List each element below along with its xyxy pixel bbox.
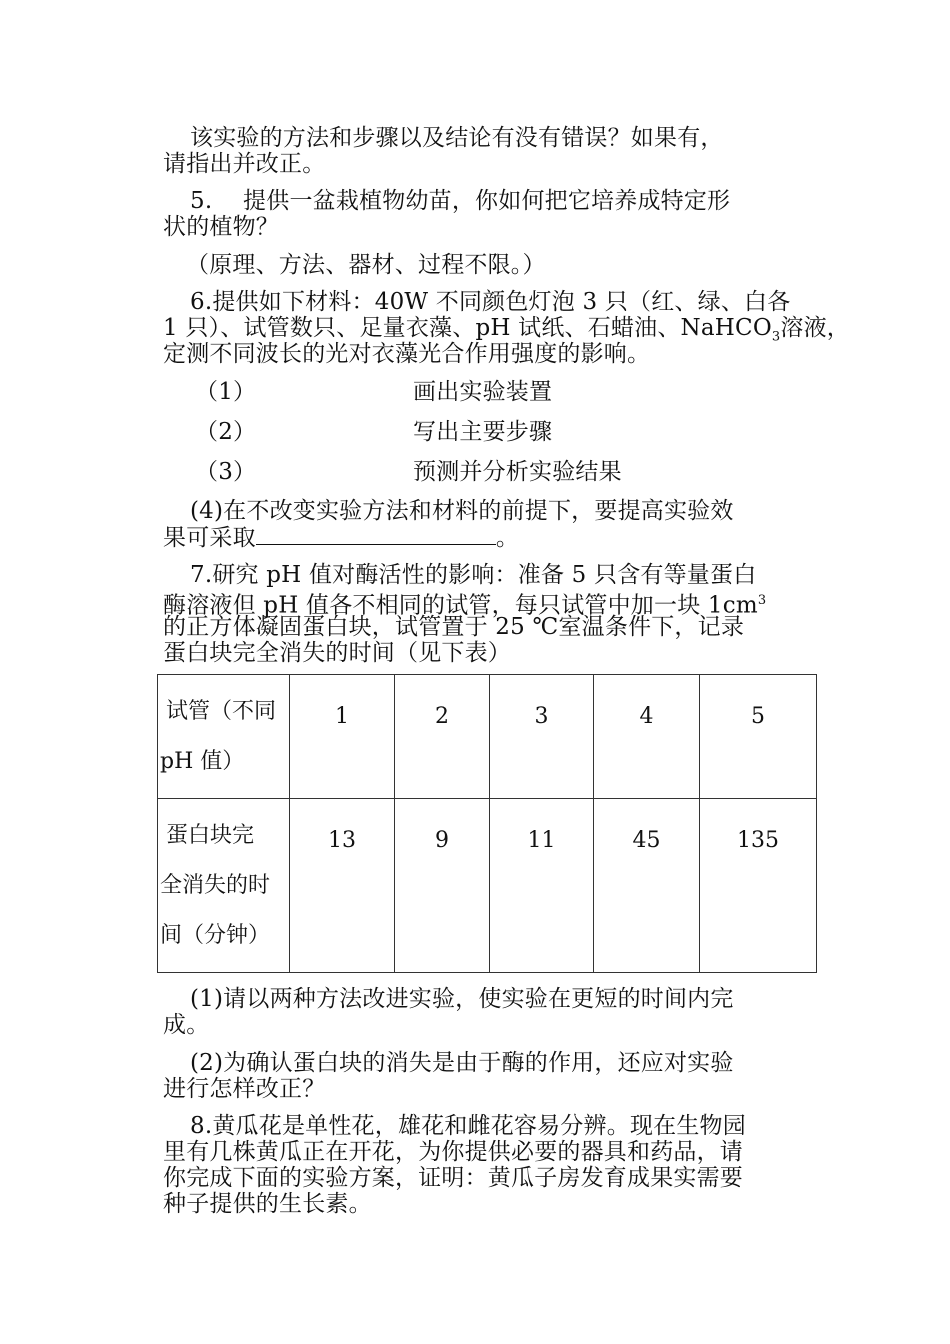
q7-line1: 7.研究 pH 值对酶活性的影响：准备 5 只含有等量蛋白	[190, 562, 757, 588]
q6-line1: 6.提供如下材料：40W 不同颜色灯泡 3 只（红、绿、白各	[190, 289, 791, 315]
q6-step1-num: （1）	[195, 379, 257, 405]
q7-ask2-line2: 进行怎样改正？	[163, 1076, 326, 1102]
q8-line3: 你完成下面的实验方案，证明：黄瓜子房发育成果实需要	[163, 1165, 743, 1191]
q6-line2-subscript: 3	[771, 329, 781, 345]
q6-line2-text-end: 溶液，	[780, 315, 850, 341]
q6-step4-line1: (4)在不改变实验方法和材料的前提下，要提高实验效	[190, 498, 734, 524]
q7-line2-superscript: 3	[757, 593, 767, 608]
q7-line3: 的正方体凝固蛋白块，试管置于 25 ℃室温条件下，记录	[163, 614, 745, 640]
q5-line2: 状的植物？	[163, 214, 279, 240]
q6-step1	[163, 379, 835, 405]
q6-step4-text: 果可采取	[163, 525, 256, 551]
q7-ask2-line1: (2)为确认蛋白块的消失是由于酶的作用，还应对实验	[190, 1050, 734, 1076]
q8-line2: 里有几株黄瓜正在开花，为你提供必要的器具和药品，请	[163, 1139, 743, 1165]
minutes-cell: 135	[700, 799, 817, 973]
q6-step2-text: 写出主要步骤	[413, 419, 553, 445]
q7-ask1-line1: (1)请以两种方法改进实验，使实验在更短的时间内完	[190, 986, 734, 1012]
q4-tail-line1: 该实验的方法和步骤以及结论有没有错误？如果有，	[190, 125, 724, 151]
q5-note: （原理、方法、器材、过程不限。）	[186, 252, 546, 278]
q4-tail-line2: 请指出并改正。	[163, 151, 326, 177]
q6-step3-text: 预测并分析实验结果	[413, 459, 622, 485]
q6-step4-period: 。	[495, 525, 520, 551]
answer-blank[interactable]	[256, 524, 496, 545]
q6-step2	[163, 419, 835, 445]
row-header-tubes	[158, 675, 290, 799]
minutes-cell: 45	[594, 799, 700, 973]
q6-line2-text: 1 只）、试管数只、足量衣藻、pH 试纸、石蜡油、NaHCO	[163, 315, 772, 341]
q8-line4: 种子提供的生长素。	[163, 1191, 372, 1217]
q6-line3: 定测不同波长的光对衣藻光合作用强度的影响。	[163, 341, 651, 367]
tube-cell: 5	[700, 675, 817, 799]
minutes-cell: 9	[395, 799, 490, 973]
q6-step3	[163, 459, 835, 485]
q6-step4-line2	[163, 524, 803, 551]
q7-ask1-line2: 成。	[163, 1012, 210, 1038]
q5-line1: 5. 提供一盆栽植物幼苗，你如何把它培养成特定形	[190, 188, 731, 214]
tube-cell: 2	[395, 675, 490, 799]
row-header-minutes-line2: 全消失的时	[160, 873, 271, 898]
enzyme-ph-table	[157, 674, 817, 973]
row-header-minutes-line1: 蛋白块完	[166, 823, 255, 848]
table-row-tubes	[158, 675, 817, 799]
minutes-cell: 13	[290, 799, 395, 973]
q6-step1-text: 画出实验装置	[413, 379, 553, 405]
q7-line2-text: 酶溶液但 pH 值各不相同的试管，每只试管中加一块 1cm	[163, 592, 758, 619]
q6-step3-num: （3）	[195, 459, 257, 485]
row-header-minutes-line3: 间（分钟）	[160, 923, 271, 948]
tube-cell: 1	[290, 675, 395, 799]
table-row-minutes	[158, 799, 817, 973]
q6-step2-num: （2）	[195, 419, 257, 445]
row-header-tubes-line1: 试管（不同	[166, 699, 277, 724]
tube-cell: 4	[594, 675, 700, 799]
tube-cell: 3	[490, 675, 594, 799]
q7-line4: 蛋白块完全消失的时间（见下表）	[163, 640, 511, 666]
minutes-cell: 11	[490, 799, 594, 973]
q8-line1: 8.黄瓜花是单性花，雄花和雌花容易分辨。现在生物园	[190, 1113, 746, 1139]
row-header-tubes-line2: pH 值）	[160, 749, 245, 774]
row-header-minutes	[158, 799, 290, 973]
